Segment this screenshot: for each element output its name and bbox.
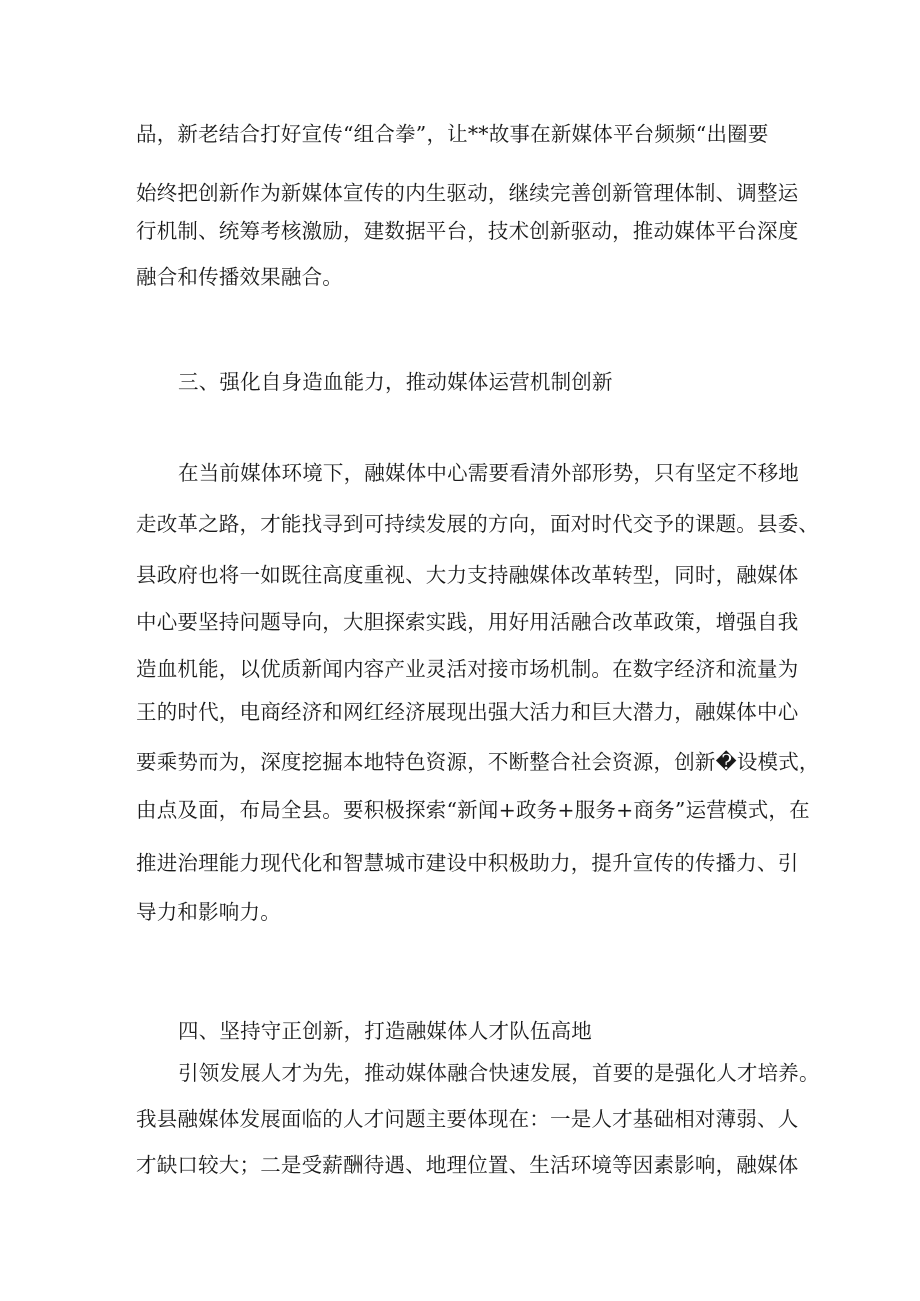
paragraph-line: 中心要坚持问题导向，大胆探索实践，用好用活融合改革政策，增强自我 — [136, 610, 799, 634]
paragraph-line: 县政府也将一如既往高度重视、大力支持融媒体改革转型，同时，融媒体 — [136, 563, 799, 587]
paragraph-line: 引领发展人才为先，推动媒体融合快速发展，首要的是强化人才培养。 — [178, 1061, 820, 1085]
section-heading: 四、坚持守正创新，打造融媒体人才队伍高地 — [178, 1019, 592, 1043]
paragraph-line: 造血机能，以优质新闻内容产业灵活对接市场机制。在数字经济和流量为 — [136, 657, 799, 681]
paragraph-line: 王的时代，电商经济和网红经济展现出强大活力和巨大潜力，融媒体中心 — [136, 700, 799, 724]
paragraph-line: 由点及面，布局全县。要积极探索“新闻+政务+服务+商务”运营模式，在 — [136, 798, 810, 822]
paragraph-line: 推进治理能力现代化和智慧城市建设中积极助力，提升宣传的传播力、引 — [136, 851, 799, 875]
paragraph-line: 走改革之路，才能找寻到可持续发展的方向，面对时代交予的课题。县委、 — [136, 512, 820, 536]
paragraph-line: 要乘势而为，深度挖掘本地特色资源，不断整合社会资源，创新�设模式， — [136, 750, 820, 774]
paragraph-line: 在当前媒体环境下，融媒体中心需要看清外部形势，只有坚定不移地 — [178, 461, 799, 485]
paragraph-line: 品，新老结合打好宣传“组合拳”，让**故事在新媒体平台频频“出圈要 — [136, 122, 769, 146]
paragraph-line: 才缺口较大；二是受薪酬待遇、地理位置、生活环境等因素影响，融媒体 — [136, 1153, 799, 1177]
paragraph-line: 我县融媒体发展面临的人才问题主要体现在：一是人才基础相对薄弱、人 — [136, 1107, 799, 1131]
paragraph-line: 融合和传播效果融合。 — [136, 265, 343, 289]
paragraph-line: 始终把创新作为新媒体宣传的内生驱动，继续完善创新管理体制、调整运 — [136, 181, 799, 205]
paragraph-line: 行机制、统筹考核激励，建数据平台，技术创新驱动，推动媒体平台深度 — [136, 219, 799, 243]
section-heading: 三、强化自身造血能力，推动媒体运营机制创新 — [178, 370, 613, 394]
paragraph-line: 导力和影响力。 — [136, 900, 281, 924]
